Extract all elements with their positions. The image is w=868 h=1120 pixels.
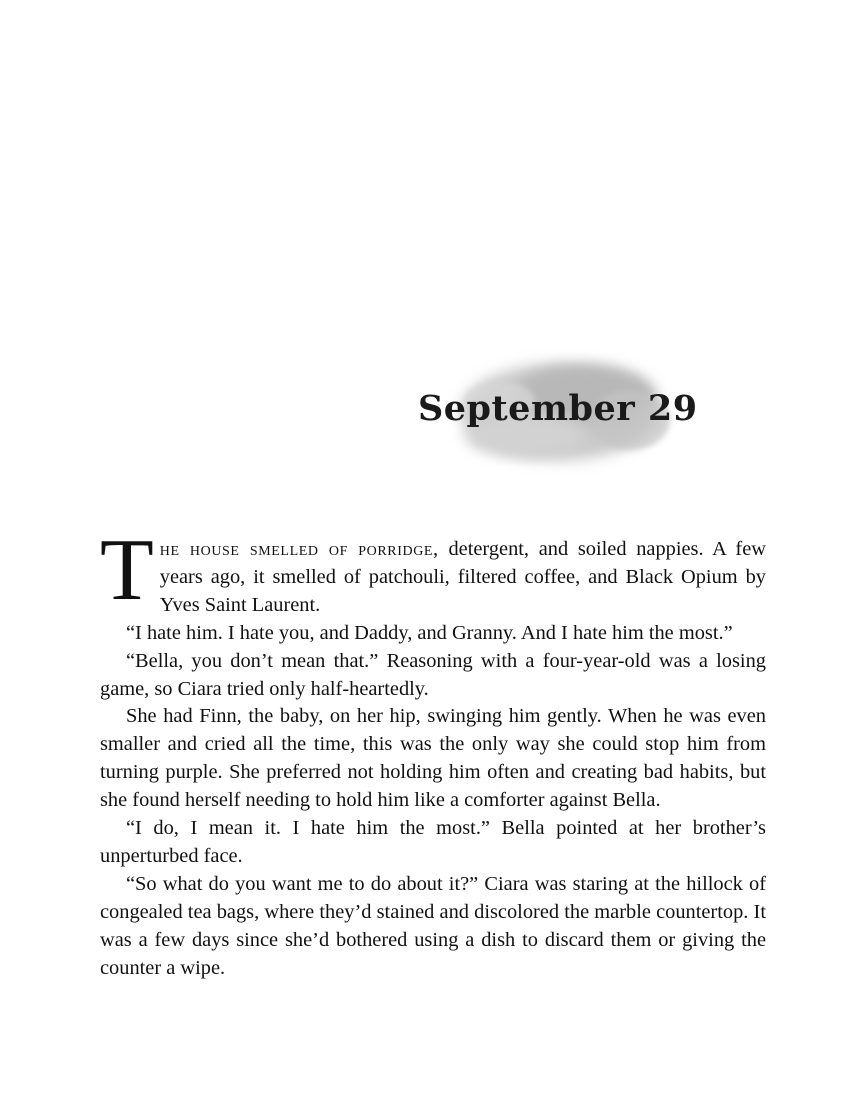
opening-small-caps: he house smelled of porridge,	[159, 538, 439, 560]
opening-text: detergent, and soiled nappies. A few years ago, it smelled of patchouli, filtered coffee, and Black Opium by Yves Saint Laurent.	[159, 538, 766, 616]
chapter-title: September 29	[418, 388, 698, 429]
paragraph: “I do, I mean it. I hate him the most.” Bella pointed at her brother’s unperturbed face.	[100, 817, 766, 867]
chapter-body	[100, 522, 766, 983]
paragraph: “So what do you want me to do about it?” Ciara was staring at the hillock of congealed tea bags, where they’d stained and discolored the marble countertop. It was a few days since she’d bothered using a dish to discard them or giving the counter a wipe.	[100, 872, 766, 979]
chapter-heading	[400, 330, 700, 490]
opening-paragraph	[100, 522, 766, 620]
paragraph: “I hate him. I hate you, and Daddy, and Granny. And I hate him the most.”	[126, 621, 733, 644]
paragraph: She had Finn, the baby, on her hip, swinging him gently. When he was even smaller and cried all the time, this was the only way she could stop him from turning purple. She preferred not holding him often and creating bad habits, but she found herself needing to hold him like a comforter against Bella.	[100, 705, 766, 812]
paragraph: “Bella, you don’t mean that.” Reasoning with a four-year-old was a losing game, so Ciara tried only half-heartedly.	[100, 649, 766, 700]
drop-cap: T	[100, 522, 154, 619]
